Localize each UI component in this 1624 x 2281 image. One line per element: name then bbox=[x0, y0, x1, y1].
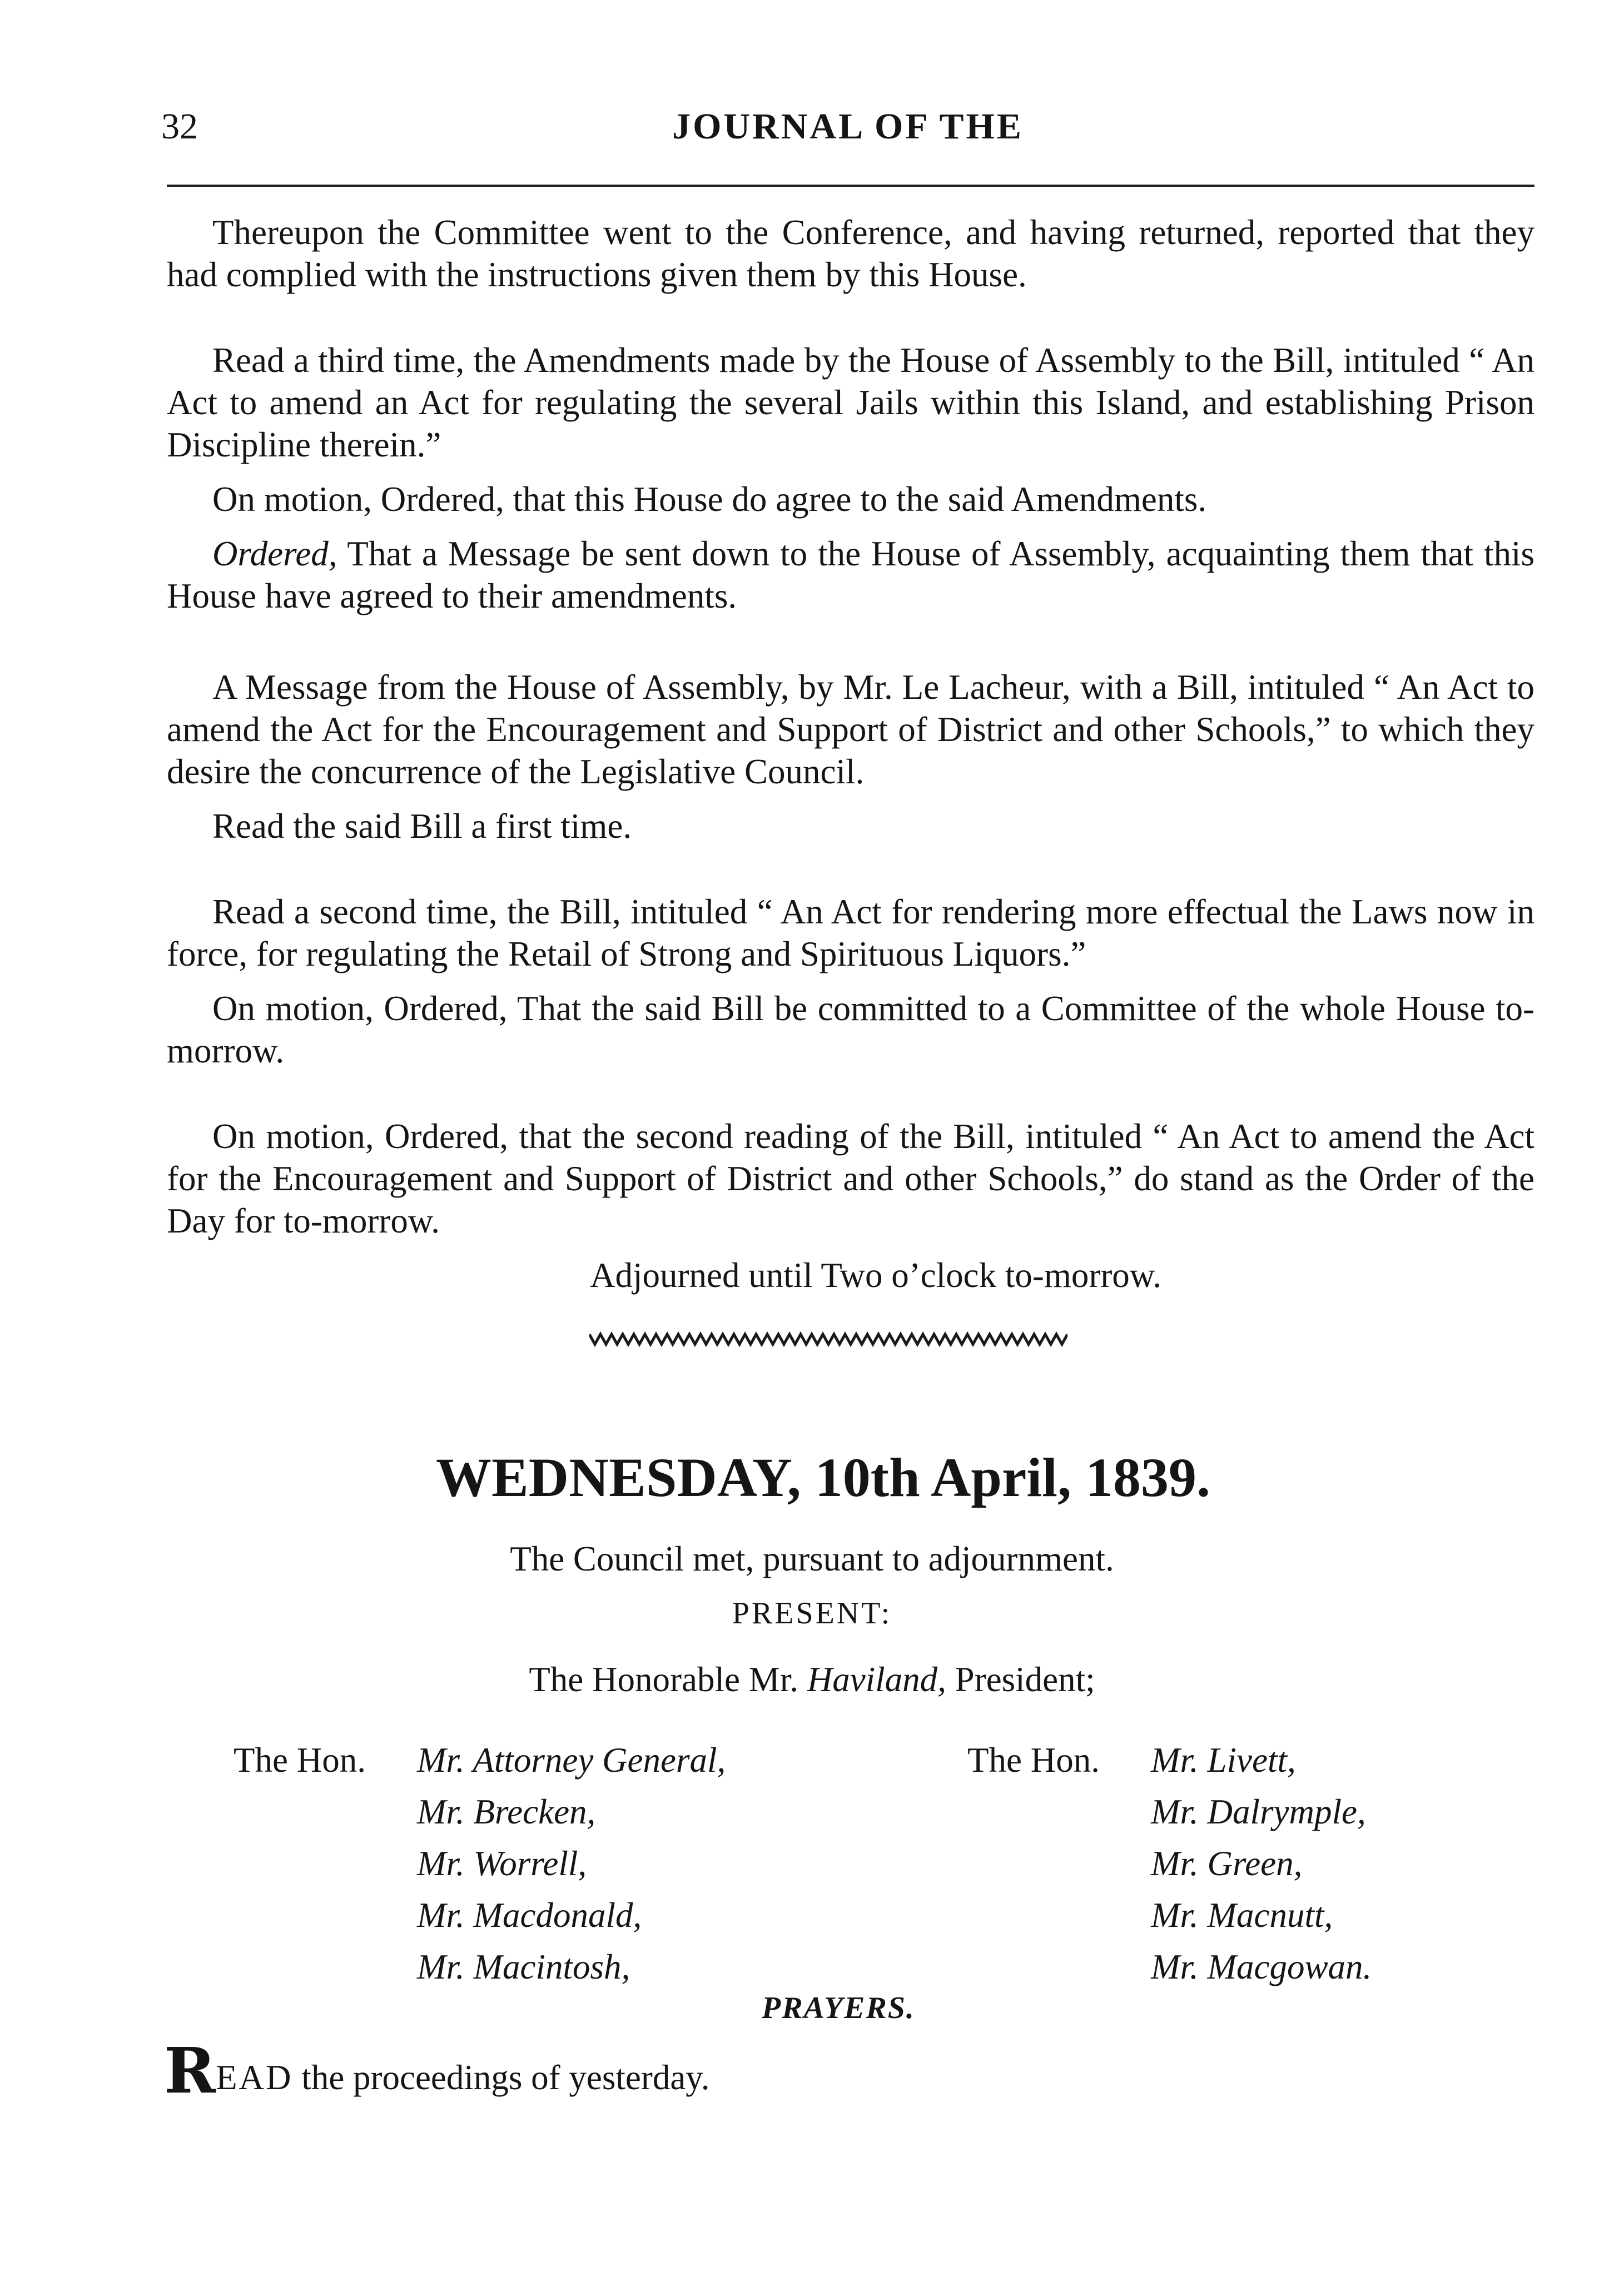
page-number: 32 bbox=[161, 106, 198, 147]
drop-cap-r: R bbox=[164, 2035, 216, 2108]
hon-prefix-left: The Hon. bbox=[234, 1741, 366, 1780]
read-rest: the proceedings of yesterday. bbox=[292, 2058, 710, 2097]
president-line bbox=[0, 1659, 1624, 1700]
member-row bbox=[967, 1735, 1372, 1786]
member-name: Mr. Livett, bbox=[1151, 1741, 1296, 1780]
member-name: Mr. Brecken, bbox=[417, 1792, 596, 1831]
paragraph-agree-amendments: On motion, Ordered, that this House do agree to the said Amendments. bbox=[212, 480, 1207, 519]
paragraph-second-reading: Read a second time, the Bill, intituled “ An Act for rendering more effectual the Laws now in force, for regulating the Retail of Strong and Spirituous Liquors.” bbox=[167, 892, 1534, 973]
member-row bbox=[967, 1838, 1372, 1890]
ornament-divider bbox=[589, 1329, 1067, 1349]
paragraph-third-reading: Read a third time, the Amendments made by the House of Assembly to the Bill, intituled “ An Act to amend an Act for regulating the several Jails within this Island, and establishing Prison Discipline therein.” bbox=[167, 341, 1534, 464]
president-suffix: President; bbox=[946, 1660, 1095, 1699]
journal-body bbox=[167, 211, 1534, 1296]
members-left-column bbox=[234, 1735, 726, 1993]
president-prefix: The Honorable Mr. bbox=[529, 1660, 807, 1699]
hon-prefix-right: The Hon. bbox=[967, 1741, 1100, 1780]
present-label: PRESENT: bbox=[732, 1596, 892, 1631]
president-name: Haviland, bbox=[807, 1660, 946, 1699]
member-row bbox=[234, 1838, 726, 1890]
message-sent-text: That a Message be sent down to the House of Assembly, acquainting them that this House have agreed to their amendments. bbox=[167, 534, 1534, 615]
prayers-label: PRAYERS. bbox=[762, 1991, 915, 2025]
paragraph-assembly-message: A Message from the House of Assembly, by Mr. Le Lacheur, with a Bill, intituled “ An Act to amend the Act for the Encouragement and Support of District and other Schools,” to which they desire the concurrence of the Legislative Council. bbox=[167, 668, 1534, 791]
paragraph-committee-whole: On motion, Ordered, That the said Bill be committed to a Committee of the whole House to-morrow. bbox=[167, 989, 1534, 1070]
member-name: Mr. Dalrymple, bbox=[1151, 1792, 1366, 1831]
member-row bbox=[234, 1735, 726, 1786]
member-name: Mr. Macgowan. bbox=[1151, 1947, 1372, 1986]
members-right-column bbox=[967, 1735, 1372, 1993]
read-proceedings-line bbox=[164, 2035, 709, 2108]
running-title: JOURNAL OF THE bbox=[672, 106, 1024, 147]
session-date-heading: WEDNESDAY, 10th April, 1839. bbox=[436, 1447, 1210, 1508]
member-row bbox=[967, 1890, 1372, 1941]
member-name: Mr. Macnutt, bbox=[1151, 1896, 1333, 1935]
adjourned-line: Adjourned until Two o’clock to-morrow. bbox=[590, 1256, 1161, 1295]
member-row bbox=[234, 1786, 726, 1838]
paragraph-committee-returned: Thereupon the Committee went to the Conference, and having returned, reported that they had complied with the instructions given them by this House. bbox=[167, 213, 1534, 294]
member-name: Mr. Macdonald, bbox=[417, 1896, 642, 1935]
member-name: Mr. Green, bbox=[1151, 1844, 1303, 1883]
member-row bbox=[234, 1941, 726, 1993]
paragraph-message-sent bbox=[167, 533, 1534, 617]
member-row bbox=[967, 1941, 1372, 1993]
paragraph-first-reading: Read the said Bill a first time. bbox=[212, 807, 632, 846]
ordered-italic: Ordered, bbox=[212, 534, 337, 573]
member-row bbox=[967, 1786, 1372, 1838]
member-name: Mr. Macintosh, bbox=[417, 1947, 630, 1986]
council-met-line: The Council met, pursuant to adjournment. bbox=[510, 1539, 1114, 1578]
member-row bbox=[234, 1890, 726, 1941]
page-header bbox=[161, 106, 1534, 161]
read-caps: EAD bbox=[216, 2058, 293, 2097]
member-name: Mr. Attorney General, bbox=[417, 1741, 726, 1780]
paragraph-order-of-day: On motion, Ordered, that the second reading of the Bill, intituled “ An Act to amend the Act for the Encouragement and Support of District and other Schools,” do stand as the Order of the Day for to-morrow. bbox=[167, 1117, 1534, 1240]
header-rule bbox=[167, 185, 1534, 187]
member-name: Mr. Worrell, bbox=[417, 1844, 587, 1883]
